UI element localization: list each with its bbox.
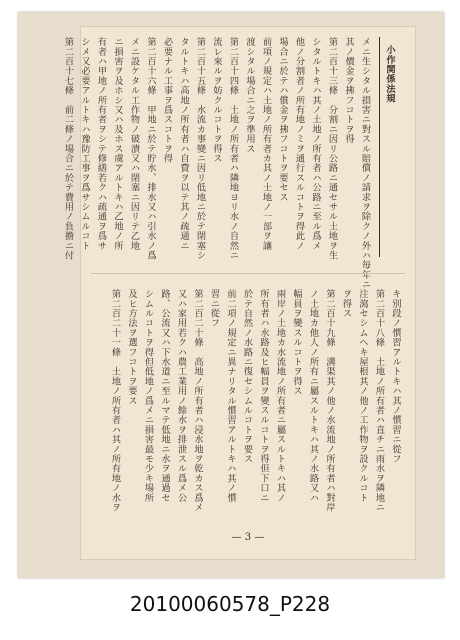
text-column: 第二百二十條 高地ノ所有者ハ浸水地ヲ乾カス爲メ [192, 289, 203, 513]
text-column: 第二百十三條 分割ニ因リ公路ニ通セサル土地ヲ生 [326, 37, 338, 261]
text-column: 第二百十八條 土地ノ所有者ハ直チニ雨水ヲ隣地ニ [373, 289, 385, 513]
text-column: メニ設ケタル工作物ノ破潰又ハ閉塞ニ因リテ乙地 [128, 37, 140, 251]
text-column: 他ノ分割者ノ所有地ノミヲ通行スルコトヲ得此ノ [293, 37, 305, 251]
text-column: 路、公流又ハ下水道ニ至ルマテ低地ニ水ヲ通過セ [159, 289, 170, 503]
text-column: タルトキハ高地ノ所有者ハ自費ヲ以テ其ノ疏通ニ [178, 37, 189, 251]
text-column: 渡シタル場合ニ之ヲ準用ス [244, 37, 255, 154]
text-column: シムルコトヲ得但低地ノ爲メニ損害最モ少キ場所 [142, 289, 154, 503]
upper-text-block [62, 37, 403, 290]
text-column: ヲ得ス [340, 289, 352, 319]
lower-text-block [93, 289, 403, 521]
text-column: キ別段ノ慣習アルトキハ其ノ慣習ニ從フ [390, 289, 401, 464]
document-page [62, 26, 416, 560]
text-column: 習ニ從フ [208, 289, 220, 328]
text-column: 注瀉セシムヘキ屋根其ノ他ノ工作物ヲ設クルコト [357, 289, 368, 503]
text-column: 於テ自然ノ水路ニ復セシムルコトヲ要ス [241, 289, 253, 464]
text-column: 又ハ家用若クハ農工業用ノ餘水ヲ排泄スル爲メ公 [175, 289, 187, 503]
image-caption: 20100060578_P228 [129, 592, 331, 616]
text-column: 其ノ價金ヲ拂フコトヲ得 [343, 37, 354, 144]
text-column: 場合ニ於テハ償金ヲ拂フコトヲ要セス [277, 37, 288, 202]
text-column: 第二百十六條 甲地ニ於テ貯水、排水又ハ引水ノ爲 [145, 37, 156, 261]
text-column: 第二百十七條 前二條ノ場合ニ於テ費用ノ負擔ニ付 [62, 37, 74, 261]
section-heading: 小作関係法規 [379, 37, 398, 257]
text-column: 流レ來ルヲ妨クルコトヲ得ス [211, 37, 222, 164]
text-column: 前項ノ規定ハ土地ノ所有者カ其ノ土地ノ一部ヲ讓 [260, 37, 272, 251]
text-column: 第二百十五條 水流カ事變ニ因リ低地ニ於テ閉塞シ [194, 37, 206, 261]
text-column: 有者ハ甲地ノ所有者ヲシテ修繕若クハ疏通ヲ爲サ [95, 37, 107, 251]
text-column: 兩岸ノ土地カ水流地ノ所有者ニ屬スルトキハ其ノ [274, 289, 286, 503]
text-column: 前二項ノ規定ニ異ナリタル慣習アルトキハ其ノ慣 [225, 289, 236, 503]
text-column: 必要ナル工事ヲ爲スコトヲ得 [161, 37, 173, 164]
text-column: 第二百十九條 溝渠其ノ他ノ水流地ノ所有者ハ對岸 [324, 289, 335, 513]
page-number: — 3 — [231, 532, 265, 543]
text-column: ニ損害ヲ及ホシ又ハ及ホス虞アルトキハ乙地ノ所 [112, 37, 123, 251]
text-column: シタルトキハ其ノ土地ノ所有者ハ公路ニ至ル爲メ [310, 37, 321, 251]
text-column: シメ又必要アルトキハ豫防工事ヲ爲サシムルコト [79, 37, 90, 251]
text-column: 及ヒ方法ヲ選フコトヲ要ス [126, 289, 137, 406]
text-column: ノ土地カ他人ノ所有ニ屬スルトキハ其ノ水路又ハ [307, 289, 319, 503]
text-column: 所有者ハ水路及ヒ幅員ヲ變スルコトヲ得但下口ニ [258, 289, 269, 503]
block-divider [91, 273, 405, 274]
text-column: メニ生シタル損害ニ對スル賠償ノ請求ヲ除クノ外ハ毎年ニ [359, 37, 371, 290]
text-column: 幅員ヲ變スルコトヲ得ス [291, 289, 302, 396]
text-column: 第二百十四條 土地ノ所有者ハ隣地ヨリ水ノ自然ニ [227, 37, 239, 261]
scanned-sheet [18, 12, 444, 578]
text-column: 第二百二十一條 土地ノ所有者ハ其ノ所有地ノ水ヲ [109, 289, 121, 513]
